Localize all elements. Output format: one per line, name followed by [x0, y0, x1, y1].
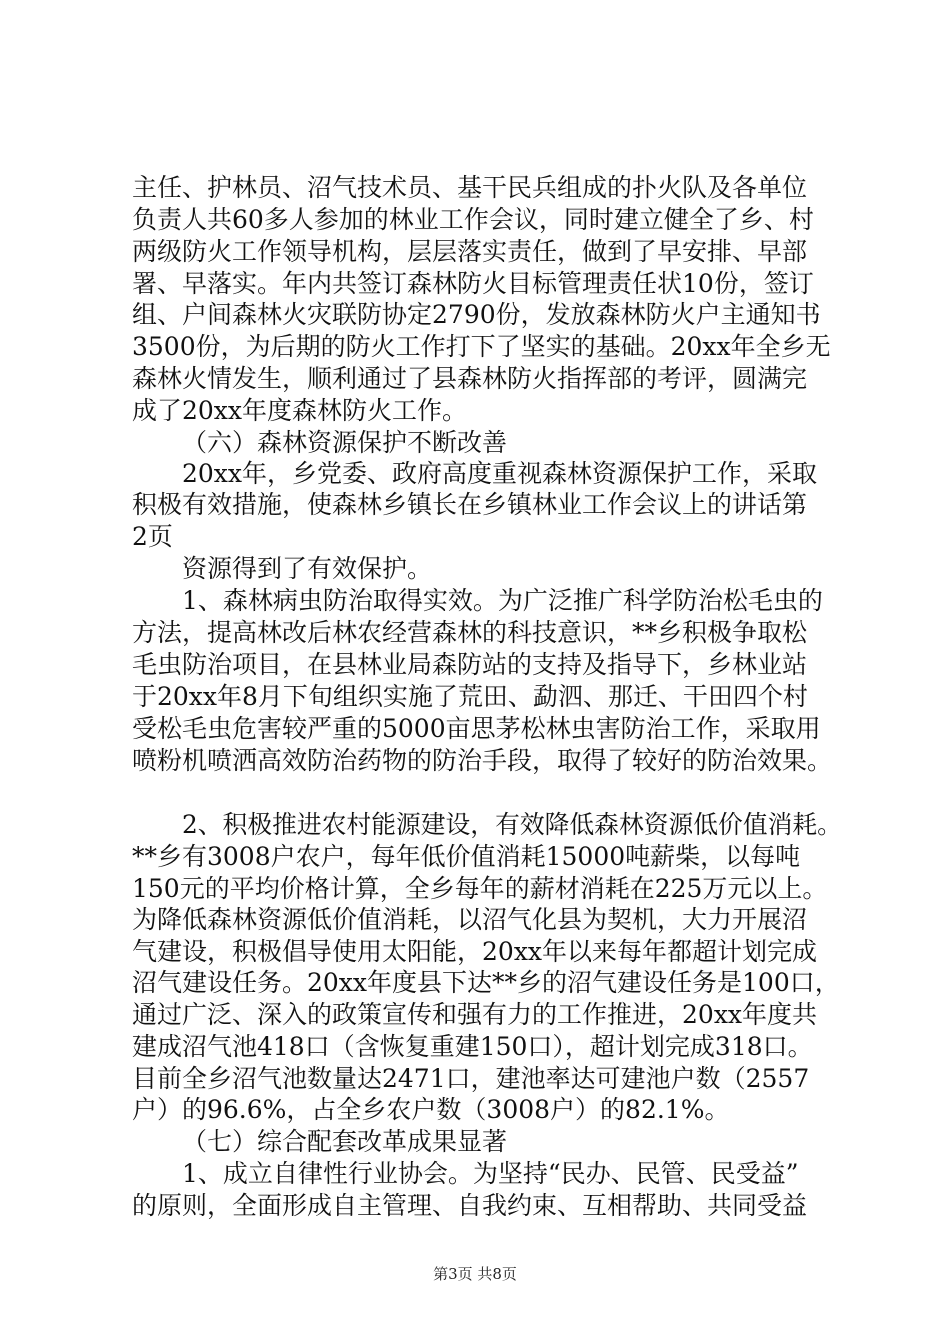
text-line: 150元的平均价格计算，全乡每年的薪材消耗在225万元以上。 [132, 874, 828, 903]
paragraph-start: 资源得到了有效保护。 [182, 554, 433, 583]
text-line: 为降低森林资源低价值消耗，以沼气化县为契机，大力开展沼 [132, 905, 808, 934]
text-line: 户）的96.6%，占全乡农户数（3008户）的82.1%。 [132, 1095, 730, 1124]
text-line: 建成沼气池418口（含恢复重建150口），超计划完成318口。 [132, 1032, 813, 1061]
text-line: 积极有效措施，使森林乡镇长在乡镇林业工作会议上的讲话第 [132, 490, 808, 519]
text-line: 组、户间森林火灾联防协定2790份，发放森林防火户主通知书 [132, 300, 821, 329]
text-line: 成了20xx年度森林防火工作。 [132, 396, 468, 425]
text-line: 3500份，为后期的防火工作打下了坚实的基础。20xx年全乡无 [132, 332, 831, 361]
text-line: 于20xx年8月下旬组织实施了荒田、勐泗、那迁、干田四个村 [132, 682, 808, 711]
text-line: 署、早落实。年内共签订森林防火目标管理责任状10份，签订 [132, 269, 814, 298]
text-line: 方法，提高林改后林农经营森林的科技意识，**乡积极争取松 [132, 618, 808, 647]
text-line: 受松毛虫危害较严重的5000亩思茅松林虫害防治工作，采取用 [132, 714, 821, 743]
paragraph-start: 1、森林病虫防治取得实效。为广泛推广科学防治松毛虫的 [182, 586, 823, 615]
paragraph-start: 20xx年，乡党委、政府高度重视森林资源保护工作，采取 [182, 459, 818, 488]
text-line: 沼气建设任务。20xx年度县下达**乡的沼气建设任务是100口， [132, 968, 840, 997]
text-line: 森林火情发生，顺利通过了县森林防火指挥部的考评，圆满完 [132, 364, 808, 393]
paragraph-start: 2、积极推进农村能源建设，有效降低森林资源低价值消耗。 [182, 810, 842, 839]
text-line: 通过广泛、深入的政策宣传和强有力的工作推进，20xx年度共 [132, 1000, 818, 1029]
text-line: 目前全乡沼气池数量达2471口，建池率达可建池户数（2557 [132, 1064, 810, 1093]
text-line: 主任、护林员、沼气技术员、基干民兵组成的扑火队及各单位 [132, 173, 808, 202]
text-line: 毛虫防治项目，在县林业局森防站的支持及指导下，乡林业站 [132, 650, 808, 679]
text-line: 喷粉机喷洒高效防治药物的防治手段，取得了较好的防治效果。 [132, 746, 833, 775]
section-heading: （七）综合配套改革成果显著 [182, 1127, 508, 1156]
text-line: **乡有3008户农户，每年低价值消耗15000吨薪柴，以每吨 [132, 842, 801, 871]
text-line: 2页 [132, 522, 173, 551]
paragraph-start: 1、成立自律性行业协会。为坚持“民办、民管、民受益” [182, 1159, 799, 1188]
text-line: 负责人共60多人参加的林业工作会议，同时建立健全了乡、村 [132, 205, 814, 234]
section-heading: （六）森林资源保护不断改善 [182, 428, 508, 457]
page-footer: 第3页 共8页 [433, 1265, 517, 1283]
text-line: 两级防火工作领导机构，层层落实责任，做到了早安排、早部 [132, 237, 808, 266]
text-line: 的原则，全面形成自主管理、自我约束、互相帮助、共同受益 [132, 1191, 808, 1220]
text-line: 气建设，积极倡导使用太阳能，20xx年以来每年都超计划完成 [132, 937, 818, 966]
